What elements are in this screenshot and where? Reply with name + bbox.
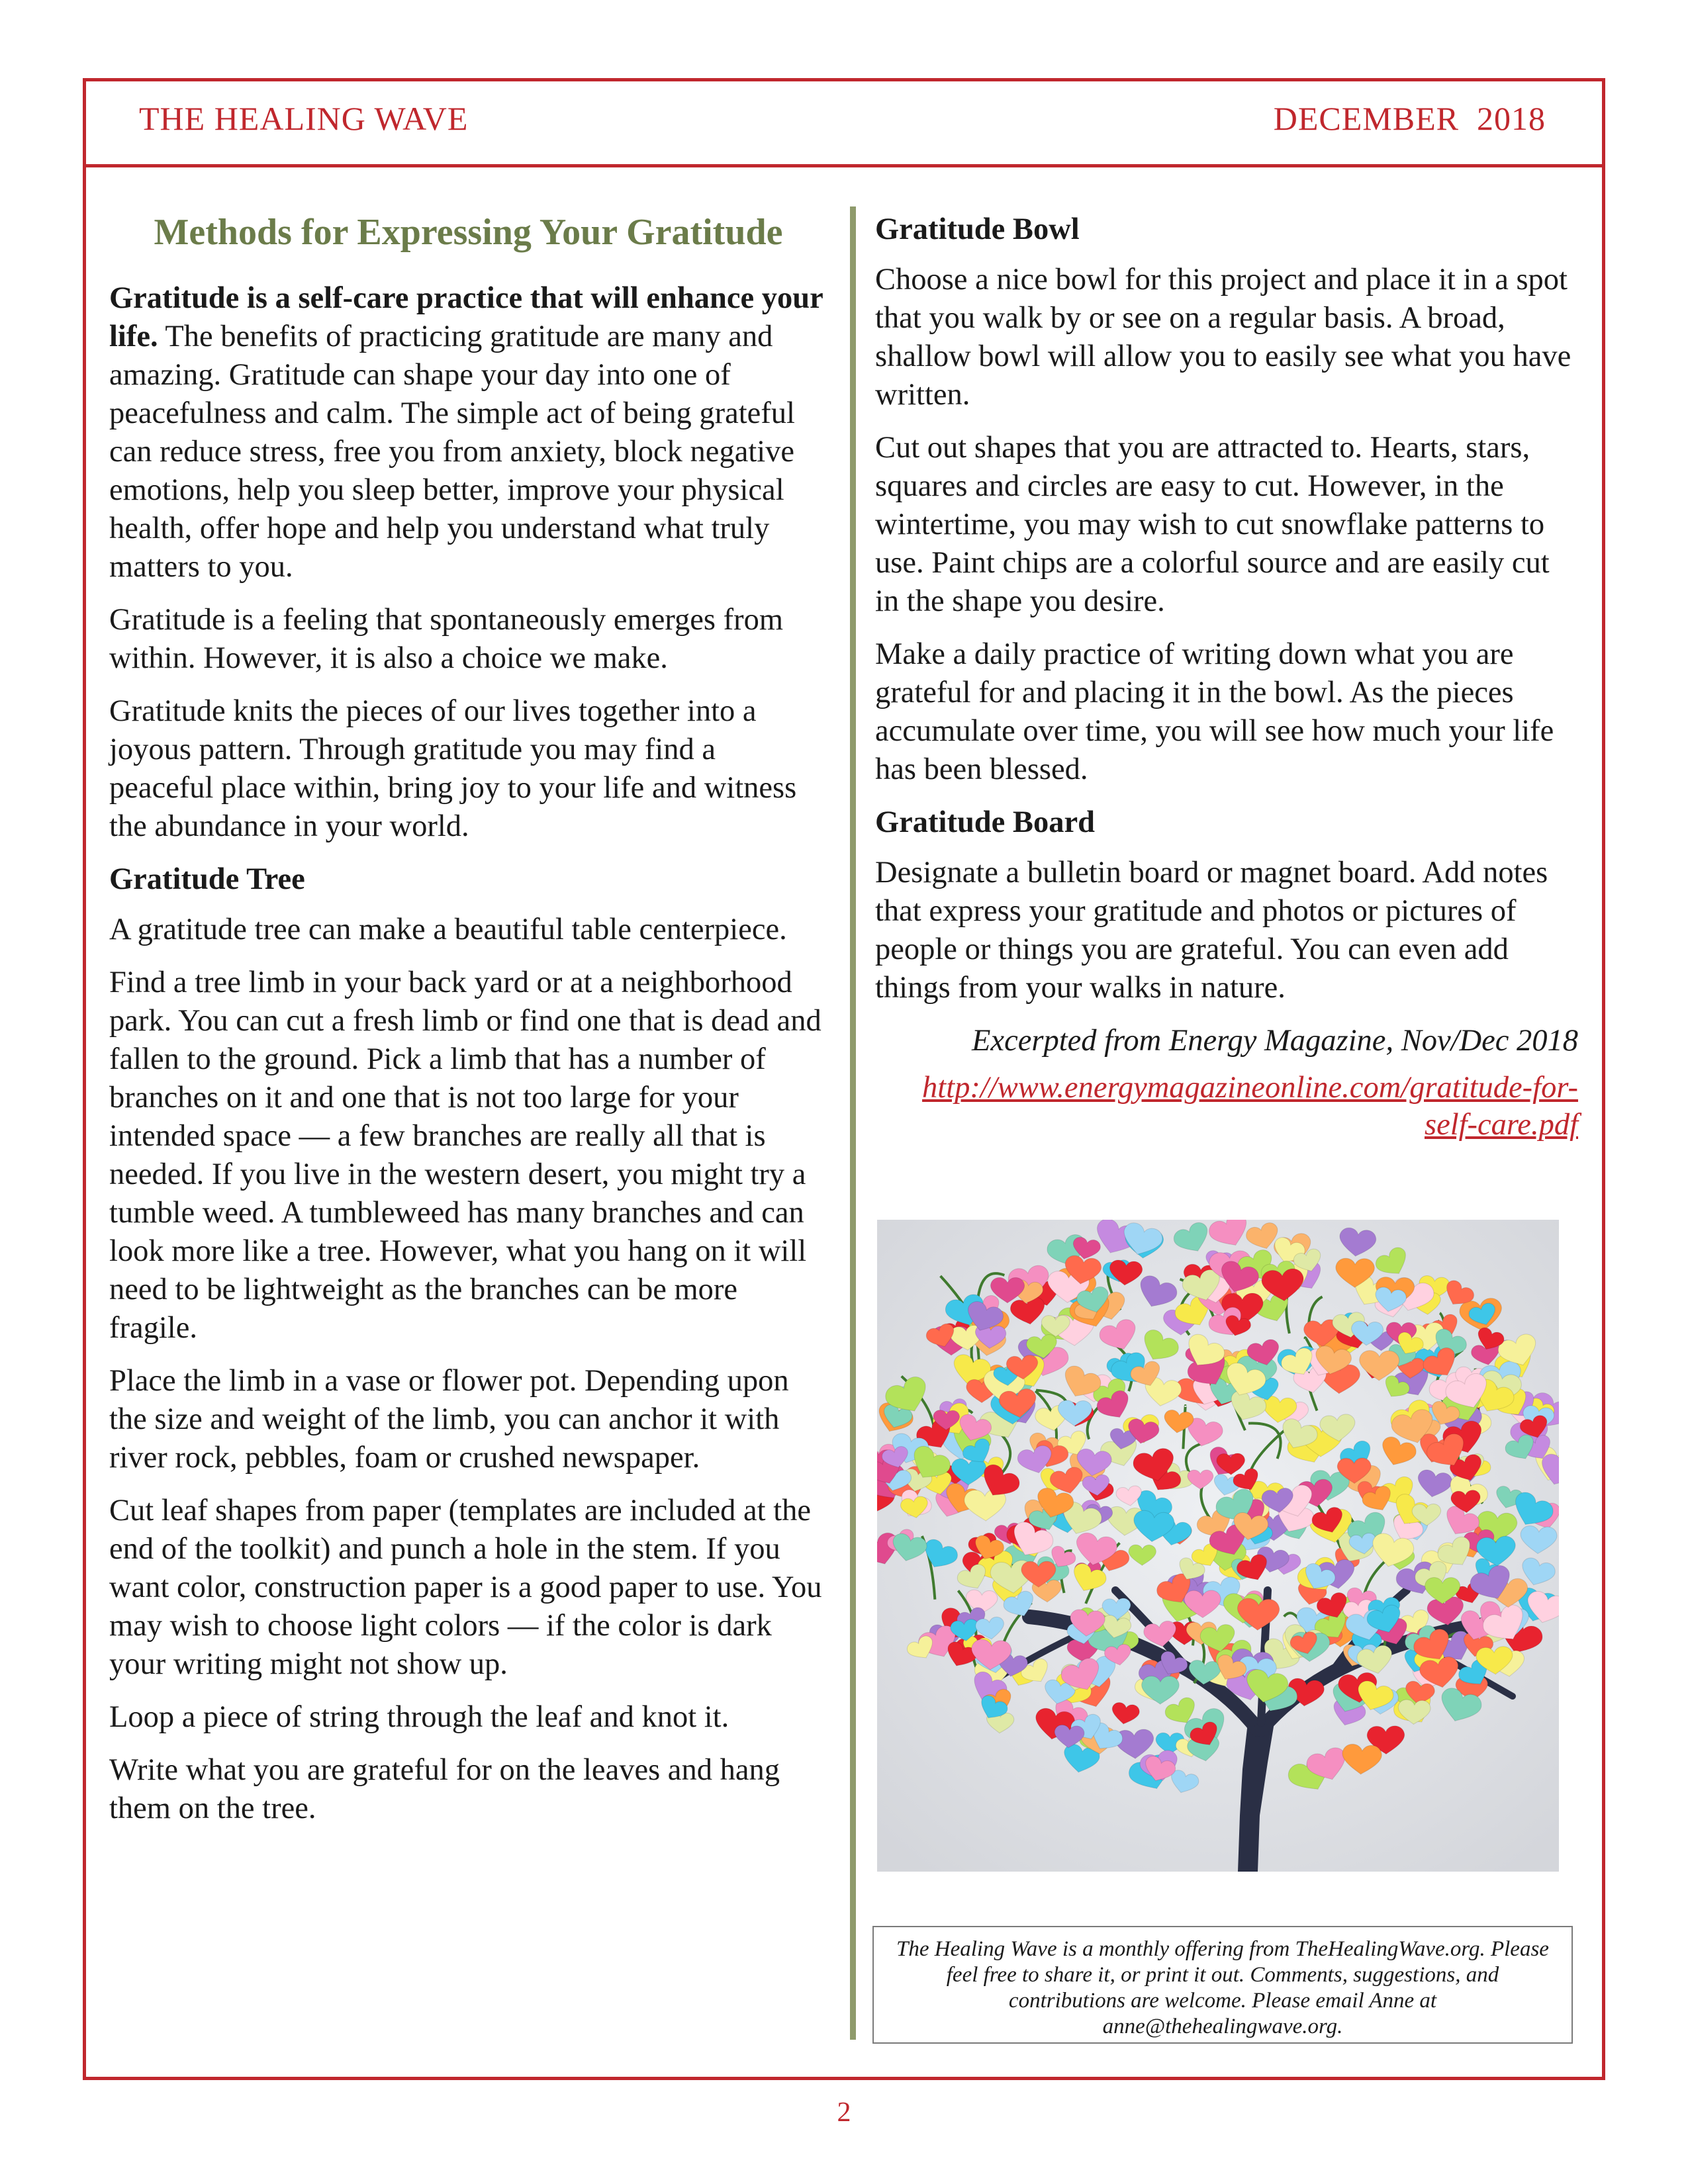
intro-lead: Gratitude is a self-care practice that will enhance your life.: [109, 281, 823, 353]
tree-paragraph-5: Loop a piece of string through the leaf and knot it.: [109, 1700, 729, 1734]
bowl-paragraph-3: Make a daily practice of writing down what you are grateful for and placing it in the bowl. As the pieces accumulate over time, you will see how much your life has been blessed.: [875, 637, 1554, 786]
source-link[interactable]: http://www.energymagazineonline.com/gratitude-for-self-care.pdf: [922, 1071, 1578, 1142]
column-divider: [850, 206, 856, 2040]
page-number: 2: [837, 2097, 851, 2128]
tree-paragraph-4: Cut leaf shapes from paper (templates are included at the end of the toolkit) and punch a hole in the stem. If you want color, construction paper is a good paper to use. You may wish to choose light colors — if the color is dark your writing might not show up.: [109, 1494, 822, 1681]
heading-gratitude-tree: Gratitude Tree: [109, 862, 305, 896]
tree-paragraph-2: Find a tree limb in your back yard or at a neighborhood park. You can cut a fresh limb or find one that is dead and fallen to the ground. Pick a limb that has a number of branches on it and one that is not too large for your intended space — a few branches are really all that is needed. If you live in the western desert, you might try a tumble weed. A tumbleweed has many branches and can look more like a tree. However, what you hang on it will need to be lightweight as the branches can be more fragile.: [109, 966, 821, 1345]
intro-paragraph: [109, 279, 827, 586]
issue-date: DECEMBER 2018: [1273, 100, 1546, 137]
newsletter-info-box: The Healing Wave is a monthly offering from TheHealingWave.org. Please feel free to share it, or print it out. Comments, suggestions, and contributions are welcome. Please email Anne at anne@thehealingwave.org.: [872, 1926, 1573, 2044]
paragraph-knits: Gratitude knits the pieces of our lives together into a joyous pattern. Through gratitude you may find a peaceful place within, bring joy to your life and witness the abundance in your world.: [109, 694, 797, 843]
bowl-paragraph-1: Choose a nice bowl for this project and place it in a spot that you walk by or see on a regular basis. A broad, shallow bowl will allow you to easily see what you have written.: [875, 263, 1571, 412]
right-column: [875, 210, 1578, 1144]
heart-tree-illustration: [877, 1220, 1559, 1872]
intro-body: The benefits of practicing gratitude are many and amazing. Gratitude can shape your day into one of peacefulness and calm. The simple act of being grateful can reduce stress, free you from anxiety, block negative emotions, help you sleep better, improve your physical health, offer hope and help you understand what truly matters to you.: [109, 320, 795, 584]
heading-gratitude-bowl: Gratitude Bowl: [875, 212, 1080, 246]
header-rule: [83, 164, 1605, 167]
heart-tree-photo: [877, 1220, 1559, 1872]
tree-paragraph-3: Place the limb in a vase or flower pot. Depending upon the size and weight of the limb, you can anchor it with river rock, pebbles, foam or crushed newspaper.: [109, 1364, 789, 1475]
source-credit: Excerpted from Energy Magazine, Nov/Dec 2018: [972, 1024, 1578, 1058]
article-title: Methods for Expressing Your Gratitude: [154, 212, 783, 253]
heading-gratitude-board: Gratitude Board: [875, 805, 1095, 839]
newsletter-name: THE HEALING WAVE: [139, 100, 469, 137]
bowl-paragraph-2: Cut out shapes that you are attracted to. Hearts, stars, squares and circles are easy to cut. However, in the wintertime, you may wish to cut snowflake patterns to use. Paint chips are a colorful source and are easily cut in the shape you desire.: [875, 431, 1550, 618]
paragraph-feeling: Gratitude is a feeling that spontaneously emerges from within. However, it is also a choice we make.: [109, 603, 783, 675]
tree-paragraph-6: Write what you are grateful for on the leaves and hang them on the tree.: [109, 1753, 780, 1825]
left-column: [109, 210, 827, 1843]
board-paragraph-1: Designate a bulletin board or magnet board. Add notes that express your gratitude and photos or pictures of people or things you are grateful. You can even add things from your walks in nature.: [875, 856, 1548, 1005]
tree-paragraph-1: A gratitude tree can make a beautiful table centerpiece.: [109, 913, 787, 946]
